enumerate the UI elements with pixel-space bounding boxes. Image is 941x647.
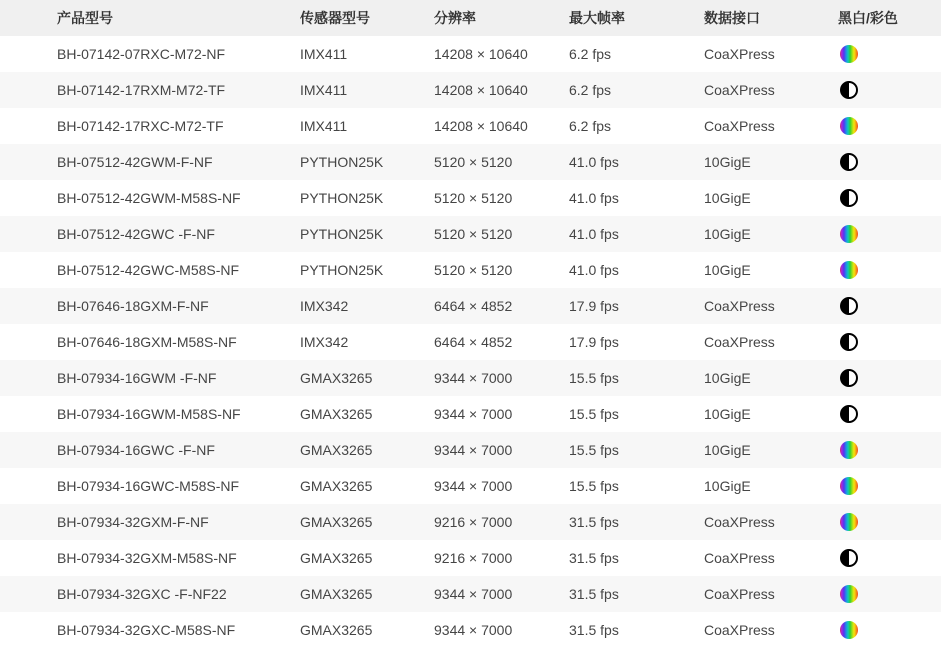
cell-resolution: 9344 × 7000: [434, 370, 513, 386]
table-row: [0, 216, 941, 252]
cell-resolution: 14208 × 10640: [434, 46, 528, 62]
cell-product-model: BH-07142-17RXM-M72-TF: [57, 82, 226, 98]
cell-data-interface: CoaXPress: [704, 550, 775, 566]
color-icon: [840, 585, 858, 603]
mono-icon: [840, 333, 858, 351]
product-table-body: [0, 36, 941, 647]
cell-product-model: BH-07934-32GXC -F-NF22: [57, 586, 227, 602]
cell-resolution: 14208 × 10640: [434, 82, 528, 98]
table-header: [0, 0, 941, 36]
cell-product-model: BH-07142-07RXC-M72-NF: [57, 46, 226, 62]
table-row: [0, 36, 941, 72]
cell-max-framerate: 17.9 fps: [569, 334, 619, 350]
table-row: [0, 468, 941, 504]
cell-data-interface: 10GigE: [704, 262, 751, 278]
header-row: [0, 0, 941, 36]
cell-data-interface: CoaXPress: [704, 46, 775, 62]
cell-data-interface: 10GigE: [704, 226, 751, 242]
cell-data-interface: 10GigE: [704, 154, 751, 170]
cell-max-framerate: 31.5 fps: [569, 550, 619, 566]
cell-data-interface: 10GigE: [704, 442, 751, 458]
cell-resolution: 5120 × 5120: [434, 226, 513, 242]
table-row: [0, 432, 941, 468]
cell-product-model: BH-07646-18GXM-M58S-NF: [57, 334, 237, 350]
cell-mono-color: [838, 288, 941, 324]
cell-mono-color: [838, 180, 941, 216]
cell-resolution: 9344 × 7000: [434, 406, 513, 422]
table-row: [0, 612, 941, 647]
table-row: [0, 540, 941, 576]
cell-mono-color: [838, 108, 941, 144]
cell-resolution: 9216 × 7000: [434, 550, 513, 566]
cell-sensor-model: PYTHON25K: [300, 154, 384, 170]
cell-resolution: 6464 × 4852: [434, 334, 513, 350]
cell-max-framerate: 31.5 fps: [569, 514, 619, 530]
cell-sensor-model: PYTHON25K: [300, 226, 384, 242]
header-resolution: 分辨率: [434, 10, 476, 26]
cell-mono-color: [838, 252, 941, 288]
cell-sensor-model: GMAX3265: [300, 406, 373, 422]
color-icon: [840, 45, 858, 63]
mono-icon: [840, 405, 858, 423]
cell-sensor-model: GMAX3265: [300, 622, 373, 638]
table-row: [0, 288, 941, 324]
cell-product-model: BH-07934-16GWM-M58S-NF: [57, 406, 241, 422]
cell-sensor-model: PYTHON25K: [300, 190, 384, 206]
cell-mono-color: [838, 432, 941, 468]
cell-data-interface: CoaXPress: [704, 82, 775, 98]
cell-sensor-model: IMX342: [300, 334, 349, 350]
header-max-framerate: 最大帧率: [569, 10, 625, 26]
cell-data-interface: CoaXPress: [704, 298, 775, 314]
cell-sensor-model: GMAX3265: [300, 370, 373, 386]
cell-mono-color: [838, 36, 941, 72]
header-data-interface: 数据接口: [704, 10, 760, 26]
color-icon: [840, 117, 858, 135]
cell-product-model: BH-07512-42GWC -F-NF: [57, 226, 215, 242]
cell-sensor-model: GMAX3265: [300, 514, 373, 530]
cell-product-model: BH-07934-32GXM-M58S-NF: [57, 550, 237, 566]
cell-max-framerate: 6.2 fps: [569, 118, 612, 134]
color-icon: [840, 441, 858, 459]
cell-product-model: BH-07142-17RXC-M72-TF: [57, 118, 224, 134]
table-row: [0, 180, 941, 216]
cell-sensor-model: IMX411: [300, 118, 348, 134]
cell-max-framerate: 41.0 fps: [569, 154, 619, 170]
cell-data-interface: CoaXPress: [704, 514, 775, 530]
color-icon: [840, 477, 858, 495]
cell-product-model: BH-07512-42GWM-F-NF: [57, 154, 213, 170]
mono-icon: [840, 297, 858, 315]
cell-max-framerate: 15.5 fps: [569, 370, 619, 386]
table-row: [0, 396, 941, 432]
cell-data-interface: CoaXPress: [704, 622, 775, 638]
table-row: [0, 576, 941, 612]
cell-max-framerate: 41.0 fps: [569, 226, 619, 242]
header-sensor-model: 传感器型号: [300, 10, 370, 26]
cell-product-model: BH-07512-42GWC-M58S-NF: [57, 262, 240, 278]
cell-sensor-model: GMAX3265: [300, 550, 373, 566]
cell-product-model: BH-07934-32GXC-M58S-NF: [57, 622, 236, 638]
header-product-model: 产品型号: [57, 10, 113, 26]
mono-icon: [840, 369, 858, 387]
cell-mono-color: [838, 360, 941, 396]
cell-mono-color: [838, 396, 941, 432]
cell-resolution: 9344 × 7000: [434, 478, 513, 494]
cell-sensor-model: IMX411: [300, 82, 348, 98]
cell-product-model: BH-07934-16GWC-M58S-NF: [57, 478, 240, 494]
cell-mono-color: [838, 504, 941, 540]
table-row: [0, 504, 941, 540]
cell-product-model: BH-07934-16GWC -F-NF: [57, 442, 215, 458]
table-row: [0, 360, 941, 396]
color-icon: [840, 513, 858, 531]
cell-data-interface: 10GigE: [704, 190, 751, 206]
table-row: [0, 324, 941, 360]
cell-max-framerate: 6.2 fps: [569, 82, 612, 98]
cell-product-model: BH-07934-16GWM -F-NF: [57, 370, 217, 386]
table-row: [0, 108, 941, 144]
cell-resolution: 5120 × 5120: [434, 262, 513, 278]
cell-mono-color: [838, 216, 941, 252]
cell-data-interface: 10GigE: [704, 406, 751, 422]
cell-product-model: BH-07646-18GXM-F-NF: [57, 298, 209, 314]
cell-mono-color: [838, 612, 941, 647]
mono-icon: [840, 189, 858, 207]
cell-data-interface: 10GigE: [704, 478, 751, 494]
cell-mono-color: [838, 72, 941, 108]
cell-max-framerate: 31.5 fps: [569, 586, 619, 602]
color-icon: [840, 621, 858, 639]
cell-resolution: 5120 × 5120: [434, 190, 513, 206]
cell-data-interface: CoaXPress: [704, 118, 775, 134]
cell-max-framerate: 15.5 fps: [569, 478, 619, 494]
cell-mono-color: [838, 144, 941, 180]
cell-max-framerate: 6.2 fps: [569, 46, 612, 62]
color-icon: [840, 261, 858, 279]
cell-max-framerate: 41.0 fps: [569, 262, 619, 278]
cell-sensor-model: GMAX3265: [300, 586, 373, 602]
header-mono-color: 黑白/彩色: [838, 10, 898, 26]
cell-resolution: 6464 × 4852: [434, 298, 513, 314]
cell-max-framerate: 41.0 fps: [569, 190, 619, 206]
table-row: [0, 144, 941, 180]
cell-mono-color: [838, 576, 941, 612]
cell-resolution: 14208 × 10640: [434, 118, 528, 134]
cell-max-framerate: 15.5 fps: [569, 406, 619, 422]
cell-resolution: 9344 × 7000: [434, 586, 513, 602]
cell-sensor-model: IMX342: [300, 298, 349, 314]
cell-product-model: BH-07512-42GWM-M58S-NF: [57, 190, 241, 206]
cell-mono-color: [838, 324, 941, 360]
cell-data-interface: CoaXPress: [704, 586, 775, 602]
cell-resolution: 5120 × 5120: [434, 154, 513, 170]
mono-icon: [840, 153, 858, 171]
mono-icon: [840, 81, 858, 99]
cell-max-framerate: 15.5 fps: [569, 442, 619, 458]
mono-icon: [840, 549, 858, 567]
cell-sensor-model: IMX411: [300, 46, 348, 62]
table-row: [0, 72, 941, 108]
cell-mono-color: [838, 540, 941, 576]
cell-sensor-model: PYTHON25K: [300, 262, 384, 278]
cell-sensor-model: GMAX3265: [300, 442, 373, 458]
cell-resolution: 9344 × 7000: [434, 622, 513, 638]
cell-resolution: 9344 × 7000: [434, 442, 513, 458]
cell-data-interface: 10GigE: [704, 370, 751, 386]
color-icon: [840, 225, 858, 243]
cell-resolution: 9216 × 7000: [434, 514, 513, 530]
cell-sensor-model: GMAX3265: [300, 478, 373, 494]
cell-data-interface: CoaXPress: [704, 334, 775, 350]
table-row: [0, 252, 941, 288]
cell-mono-color: [838, 468, 941, 504]
cell-max-framerate: 17.9 fps: [569, 298, 619, 314]
cell-product-model: BH-07934-32GXM-F-NF: [57, 514, 209, 530]
cell-max-framerate: 31.5 fps: [569, 622, 619, 638]
